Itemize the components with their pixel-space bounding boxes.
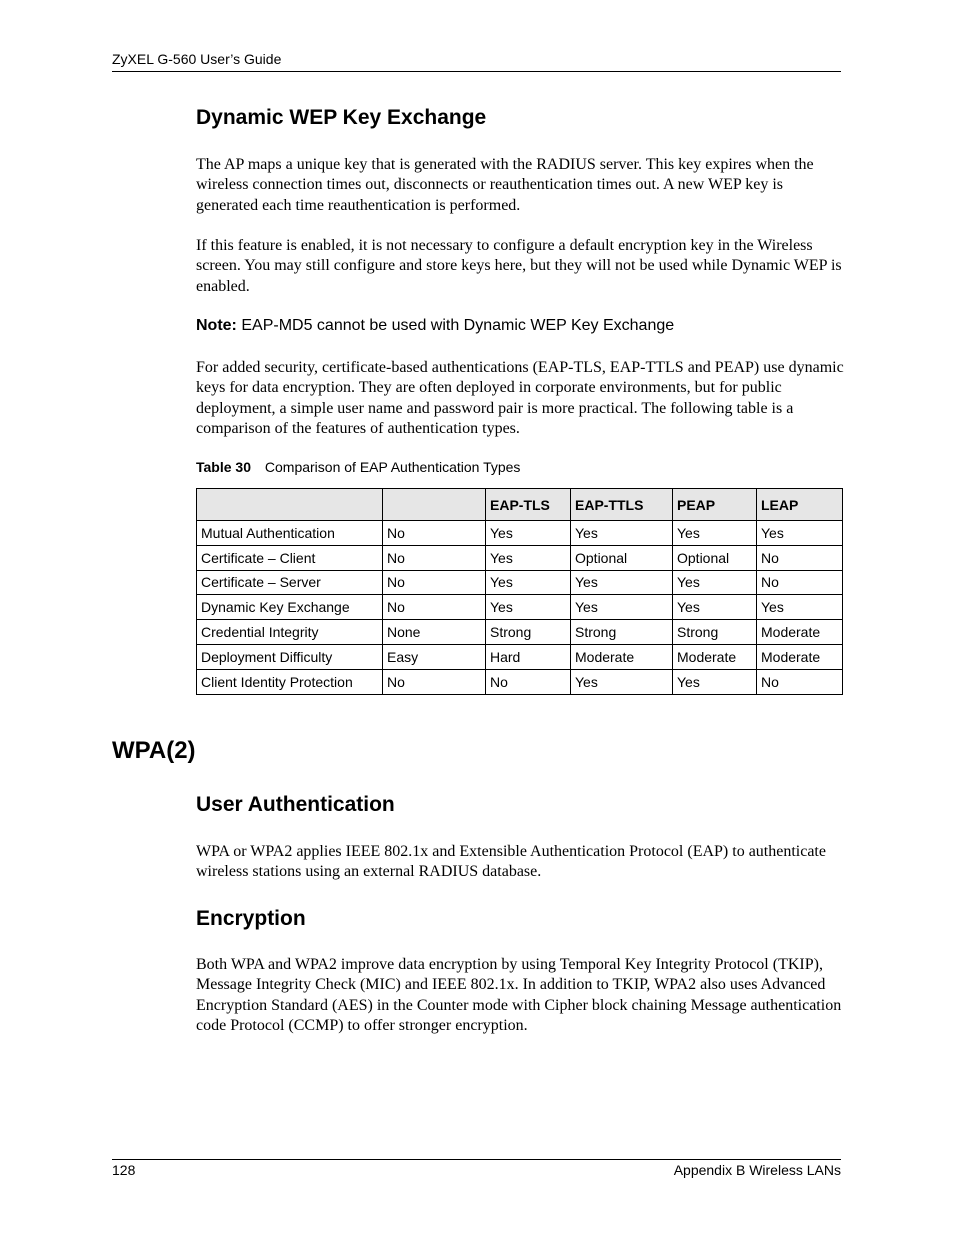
table-header-cell <box>383 489 486 521</box>
table-cell-feature: Deployment Difficulty <box>197 644 383 669</box>
table-cell: Strong <box>486 620 571 645</box>
table-cell: Optional <box>571 545 673 570</box>
table-header-row <box>197 489 843 521</box>
table-row <box>197 570 843 595</box>
note-text: EAP-MD5 cannot be used with Dynamic WEP Key Exchange <box>241 317 675 334</box>
table-cell: Moderate <box>673 644 757 669</box>
table-cell: Yes <box>571 570 673 595</box>
table-cell: Yes <box>673 669 757 694</box>
table-cell: No <box>383 595 486 620</box>
heading-encryption: Encryption <box>196 907 306 930</box>
table-cell: No <box>383 545 486 570</box>
table-cell-feature: Certificate – Client <box>197 545 383 570</box>
table-caption-number: Table 30 <box>196 459 251 475</box>
table-cell: No <box>757 669 843 694</box>
table-cell: Moderate <box>571 644 673 669</box>
paragraph-encryption: Both WPA and WPA2 improve data encryption by using Temporal Key Integrity Protocol (TKIP), Message Integrity Check (MIC) and IEEE 802.1x. In addition to TKIP, WPA2 also uses Advanced Encryption Standard (AES) in the Counter mode with Cipher block chaining Message authentication code Protocol (CCMP) to offer stronger encryption. <box>196 956 842 1034</box>
table-cell: No <box>383 570 486 595</box>
paragraph-user-authentication: WPA or WPA2 applies IEEE 802.1x and Extensible Authentication Protocol (EAP) to authenticate wireless stations using an external RADIUS database. <box>196 843 826 881</box>
footer-rule <box>112 1159 841 1160</box>
table-cell: Yes <box>757 595 843 620</box>
table-cell: No <box>383 669 486 694</box>
footer-section-title: Appendix B Wireless LANs <box>673 1162 841 1178</box>
table-cell: Hard <box>486 644 571 669</box>
table-header-eap-ttls: EAP-TTLS <box>571 489 673 521</box>
heading-wpa2: WPA(2) <box>112 737 196 764</box>
table-header-eap-tls: EAP-TLS <box>486 489 571 521</box>
table-cell-feature: Credential Integrity <box>197 620 383 645</box>
table-cell: Yes <box>486 595 571 620</box>
table-caption <box>196 459 520 475</box>
heading-dynamic-wep: Dynamic WEP Key Exchange <box>196 106 487 129</box>
paragraph-dynamic-wep-3: For added security, certificate-based authentications (EAP-TLS, EAP-TTLS and PEAP) use dynamic keys for data encryption. They are often deployed in corporate environments, but for public deployment, a simple user name and password pair is more practical. The following table is a comparison of the features of authentication types. <box>196 359 844 437</box>
table-cell: No <box>383 521 486 546</box>
table-cell: Strong <box>673 620 757 645</box>
eap-comparison-table <box>196 488 843 695</box>
table-row <box>197 595 843 620</box>
table-cell: Yes <box>571 669 673 694</box>
table-cell: Yes <box>486 521 571 546</box>
table-row <box>197 644 843 669</box>
running-header: ZyXEL G-560 User’s Guide <box>112 51 282 67</box>
table-cell: None <box>383 620 486 645</box>
table-cell: No <box>757 570 843 595</box>
table-cell: Yes <box>673 595 757 620</box>
table-row <box>197 521 843 546</box>
note <box>196 317 674 335</box>
table-cell: Moderate <box>757 620 843 645</box>
table-cell: Yes <box>757 521 843 546</box>
table-cell-feature: Dynamic Key Exchange <box>197 595 383 620</box>
table-cell-feature: Client Identity Protection <box>197 669 383 694</box>
table-cell: Yes <box>486 570 571 595</box>
note-label: Note: <box>196 317 237 334</box>
page-number: 128 <box>112 1162 136 1178</box>
table-header-peap: PEAP <box>673 489 757 521</box>
table-cell: Strong <box>571 620 673 645</box>
table-cell: Moderate <box>757 644 843 669</box>
header-rule <box>112 71 841 72</box>
table-cell: Optional <box>673 545 757 570</box>
table-cell: No <box>757 545 843 570</box>
table-cell: Easy <box>383 644 486 669</box>
table-cell: Yes <box>673 570 757 595</box>
paragraph-dynamic-wep-1: The AP maps a unique key that is generated with the RADIUS server. This key expires when the wireless connection times out, disconnects or reauthentication times out. A new WEP key is generated each time reauthentication is performed. <box>196 156 814 214</box>
table-row <box>197 545 843 570</box>
table-header-cell <box>197 489 383 521</box>
table-header-leap: LEAP <box>757 489 843 521</box>
table-caption-text: Comparison of EAP Authentication Types <box>264 459 521 475</box>
table-row <box>197 669 843 694</box>
table-cell: Yes <box>486 545 571 570</box>
table-cell: No <box>486 669 571 694</box>
table-cell: Yes <box>571 521 673 546</box>
table-row <box>197 620 843 645</box>
table-cell: Yes <box>571 595 673 620</box>
paragraph-dynamic-wep-2: If this feature is enabled, it is not necessary to configure a default encryption key in the Wireless screen. You may still configure and store keys here, but they will not be used while Dynamic WEP is enabled. <box>196 237 842 295</box>
heading-user-authentication: User Authentication <box>196 793 395 816</box>
table-cell-feature: Certificate – Server <box>197 570 383 595</box>
table-cell: Yes <box>673 521 757 546</box>
table-cell-feature: Mutual Authentication <box>197 521 383 546</box>
